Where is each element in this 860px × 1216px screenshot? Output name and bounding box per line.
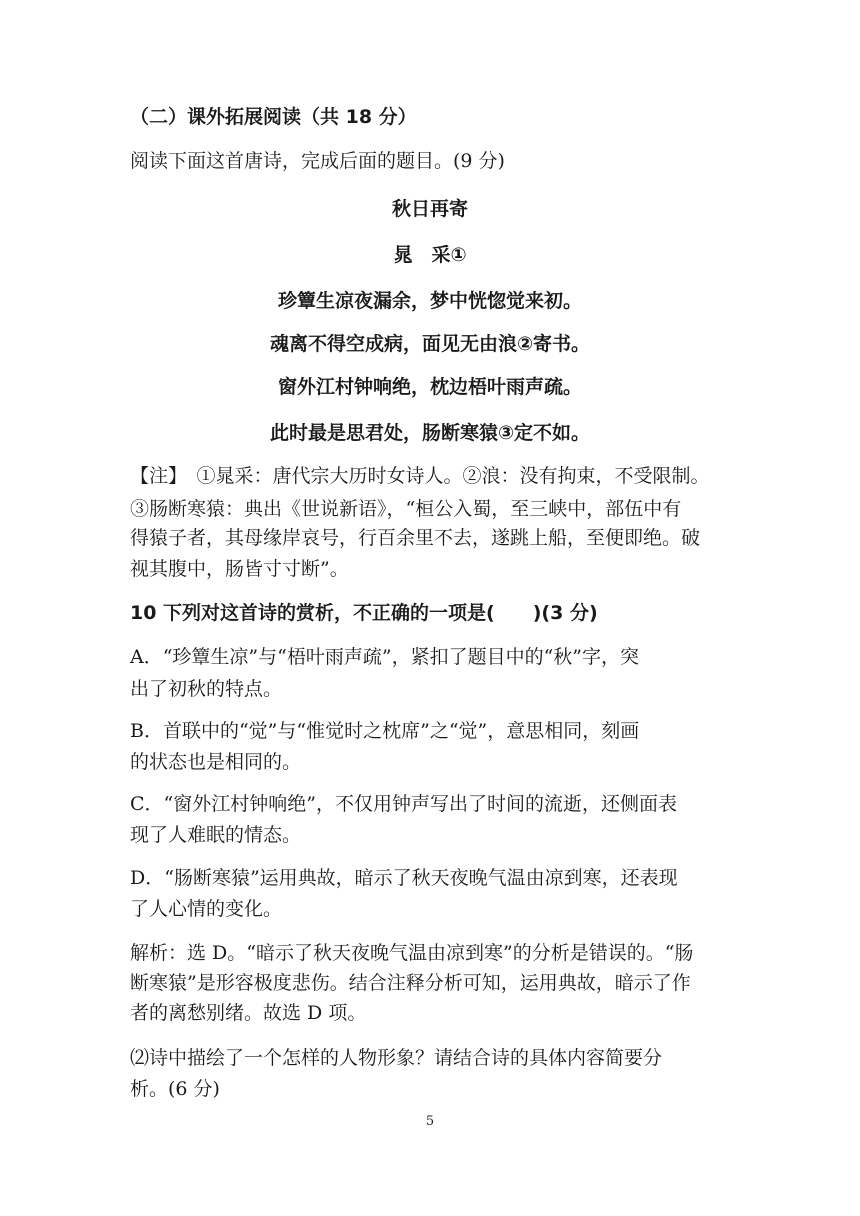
analysis-line: 解析：选 D。“暗示了秋天夜晚气温由凉到寒”的分析是错误的。“肠: [130, 942, 694, 964]
poem-line: 窗外江村钟响绝，枕边梧叶雨声疏。: [277, 376, 582, 398]
option-b-line: B．首联中的“觉”与“惟觉时之枕席”之“觉”，意思相同，刻画: [130, 720, 640, 742]
option-d-line: D．“肠断寒猿”运用典故，暗示了秋天夜晚气温由凉到寒，还表现: [130, 867, 678, 889]
option-c-line: C．“窗外江村钟响绝”，不仅用钟声写出了时间的流逝，还侧面表: [130, 793, 677, 815]
note-line: ③肠断寒猿：典出《世说新语》，“桓公入蜀，至三峡中，部伍中有: [130, 498, 682, 520]
section-heading: （二）课外拓展阅读（共 18 分）: [130, 106, 417, 128]
option-c-line: 现了人难眠的情态。: [130, 824, 302, 846]
page-number: 5: [425, 1114, 435, 1129]
question2-line: 析。(6 分): [130, 1078, 220, 1100]
poem-title: 秋日再寄: [391, 198, 468, 220]
poem-line: 魂离不得空成病，面见无由浪②寄书。: [269, 333, 591, 355]
question2-line: ⑵诗中描绘了一个怎样的人物形象？请结合诗的具体内容简要分: [130, 1047, 663, 1069]
analysis-line: 者的离愁别绪。故选 D 项。: [130, 1002, 367, 1024]
note-line: 【注】 ①晁采：唐代宗大历时女诗人。②浪：没有拘束，不受限制。: [130, 465, 710, 487]
poem-author: 晁 采①: [393, 244, 467, 266]
poem-line: 珍簟生凉夜漏余，梦中恍惚觉来初。: [277, 290, 582, 312]
poem-line: 此时最是思君处，肠断寒猿③定不如。: [269, 422, 591, 444]
question-stem: 10 下列对这首诗的赏析，不正确的一项是( )(3 分): [130, 602, 598, 624]
analysis-line: 断寒猿”是形容极度悲伤。结合注释分析可知，运用典故，暗示了作: [130, 972, 691, 994]
note-line: 视其腹中，肠皆寸寸断”。: [130, 558, 349, 580]
note-line: 得猿子者，其母缘岸哀号，行百余里不去，遂跳上船，至便即绝。破: [130, 527, 701, 549]
option-d-line: 了人心情的变化。: [130, 898, 283, 920]
instruction-text: 阅读下面这首唐诗，完成后面的题目。(9 分): [130, 150, 505, 172]
option-a-line: A．“珍簟生凉”与“梧叶雨声疏”，紧扣了题目中的“秋”字，突: [130, 646, 640, 668]
option-b-line: 的状态也是相同的。: [130, 751, 302, 773]
option-a-line: 出了初秋的特点。: [130, 678, 283, 700]
